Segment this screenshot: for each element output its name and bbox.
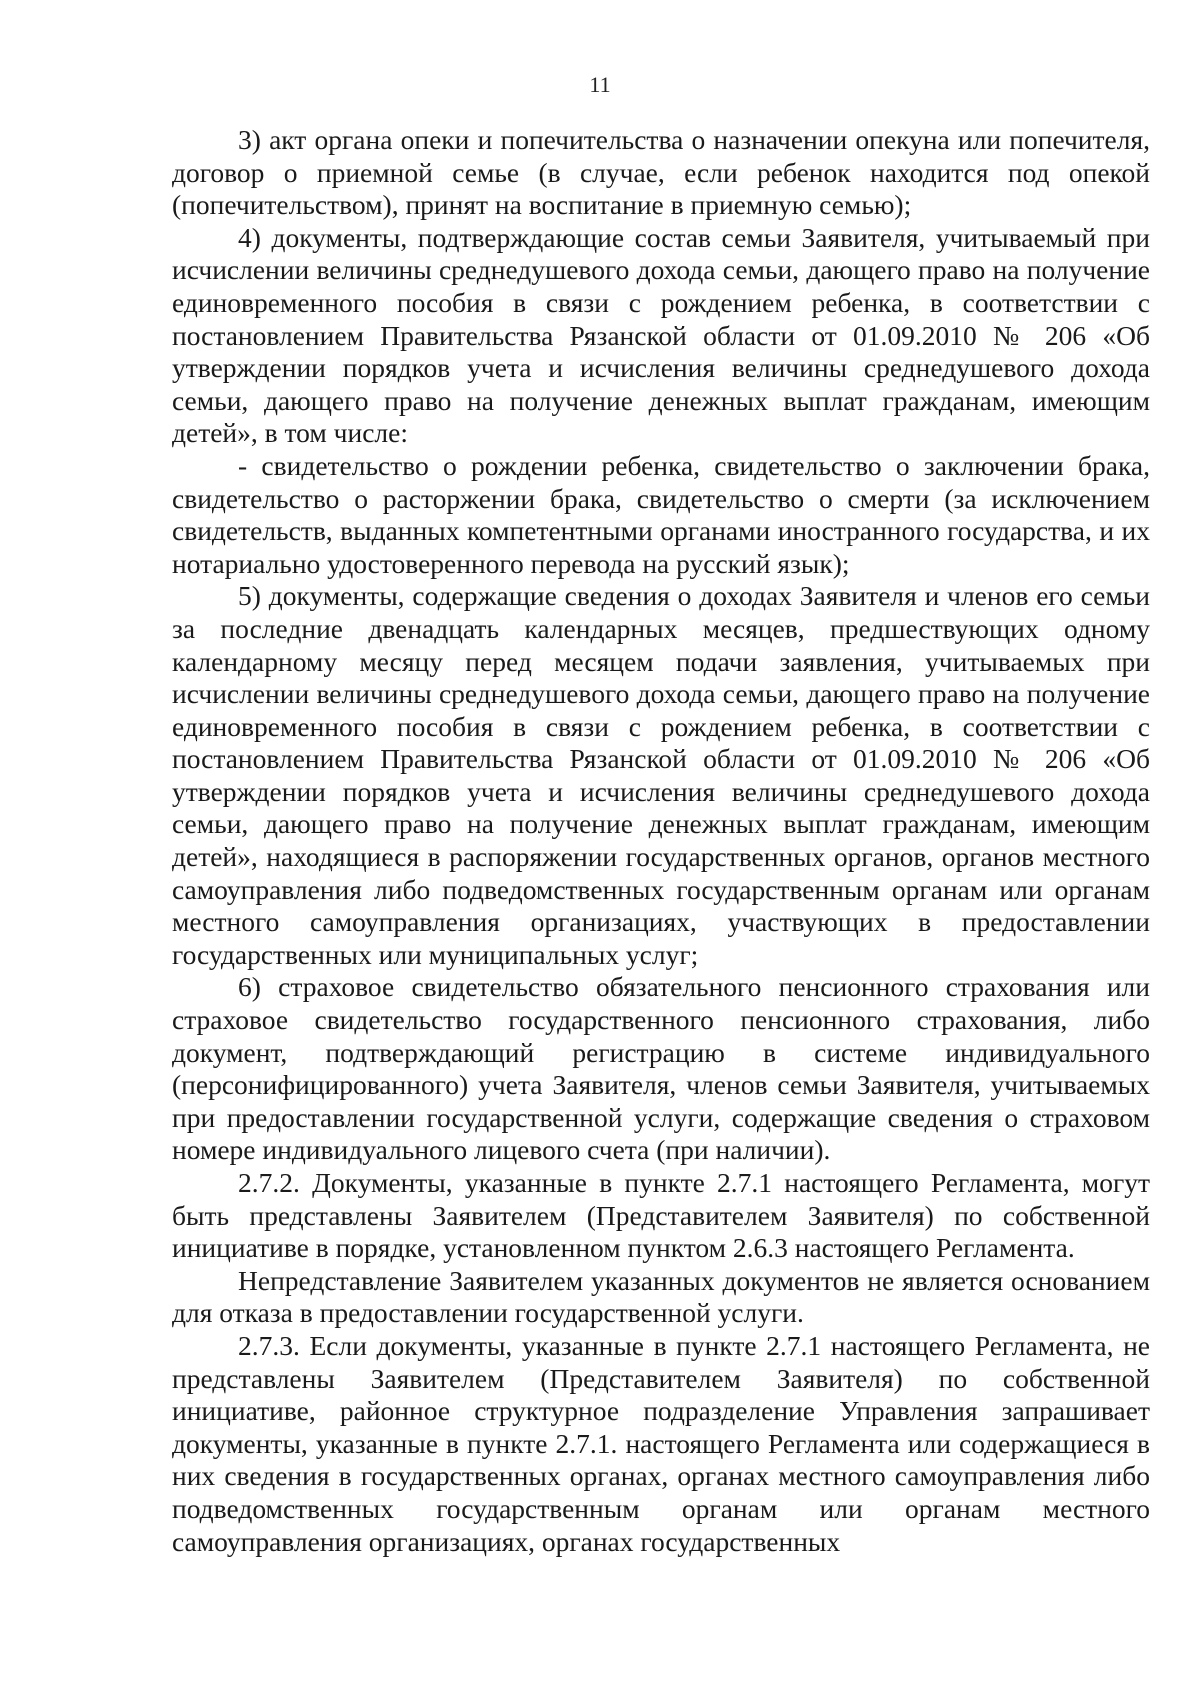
paragraph-item-6: 6) страховое свидетельство обязательного пенсионного страхования или страховое свидетельство государственного пенсионного страхования, либо документ, подтверждающий регистрацию в системе индивидуального (персонифицированного) учета Заявителя, членов семьи Заявителя, учитываемых при предоставлении государственной услуги, содержащие сведения о страховом номере индивидуального лицевого счета (при наличии).	[172, 971, 1150, 1166]
paragraph-non-submission: Непредставление Заявителем указанных документов не является основанием для отказа в предоставлении государственной услуги.	[172, 1264, 1150, 1329]
paragraph-item-3: 3) акт органа опеки и попечительства о назначении опекуна или попечителя, договор о приемной семье (в случае, если ребенок находится под опекой (попечительством), принят на воспитание в приемную семью);	[172, 124, 1150, 221]
paragraph-2-7-2: 2.7.2. Документы, указанные в пункте 2.7.1 настоящего Регламента, могут быть представлены Заявителем (Представителем Заявителя) по собственной инициативе в порядке, установленном пунктом 2.6.3 настоящего Регламента.	[172, 1167, 1150, 1264]
page-number: 11	[589, 72, 611, 97]
paragraph-certificates-list: - свидетельство о рождении ребенка, свидетельство о заключении брака, свидетельство о расторжении брака, свидетельство о смерти (за исключением свидетельств, выданных компетентными органами иностранного государства, и их нотариально удостоверенного перевода на русский язык);	[172, 449, 1150, 579]
paragraph-2-7-3: 2.7.3. Если документы, указанные в пункте 2.7.1 настоящего Регламента, не представлены Заявителем (Представителем Заявителя) по собственной инициативе, районное структурное подразделение Управления запрашивает документы, указанные в пункте 2.7.1. настоящего Регламента или содержащиеся в них сведения в государственных органах, органах местного самоуправления либо подведомственных государственным органам или органам местного самоуправления организациях, органах государственных	[172, 1329, 1150, 1557]
paragraph-item-5: 5) документы, содержащие сведения о доходах Заявителя и членов его семьи за последние двенадцать календарных месяцев, предшествующих одному календарному месяцу перед месяцем подачи заявления, учитываемых при исчислении величины среднедушевого дохода семьи, дающего право на получение единовременного пособия в связи с рождением ребенка, в соответствии с постановлением Правительства Рязанской области от 01.09.2010 № 206 «Об утверждении порядков учета и исчисления величины среднедушевого дохода семьи, дающего право на получение денежных выплат гражданам, имеющим детей», находящиеся в распоряжении государственных органов, органов местного самоуправления либо подведомственных государственным органам или органам местного самоуправления организациях, участвующих в предоставлении государственных или муниципальных услуг;	[172, 580, 1150, 970]
paragraph-item-4: 4) документы, подтверждающие состав семьи Заявителя, учитываемый при исчислении величины среднедушевого дохода семьи, дающего право на получение единовременного пособия в связи с рождением ребенка, в соответствии с постановлением Правительства Рязанской области от 01.09.2010 № 206 «Об утверждении порядков учета и исчисления величины среднедушевого дохода семьи, дающего право на получение денежных выплат гражданам, имеющим детей», в том числе:	[172, 221, 1150, 449]
document-body	[172, 124, 1150, 1558]
